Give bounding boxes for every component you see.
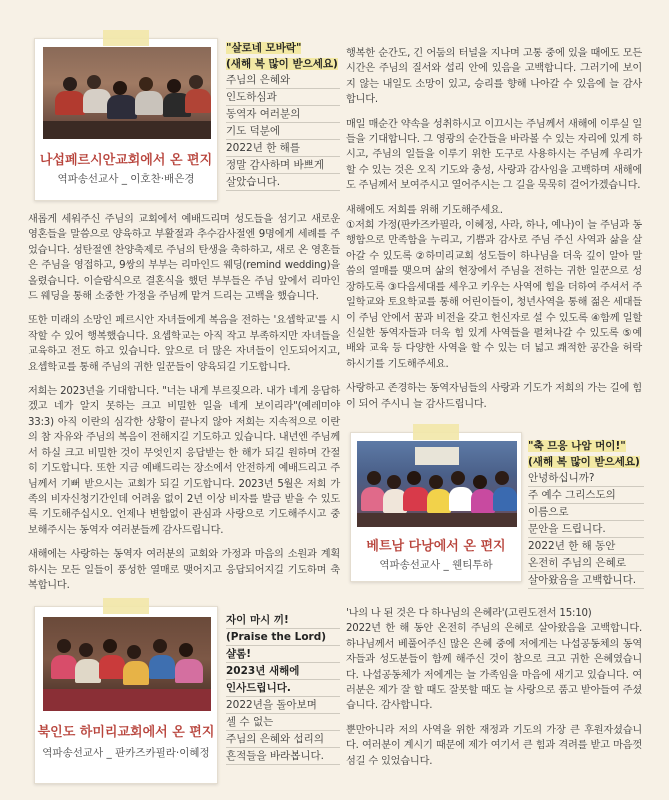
greeting-subheading: (새해 복 많이 받으세요) [528, 456, 640, 468]
letter-body-hamiri [346, 46, 642, 412]
letter-card-hamiri [34, 606, 218, 784]
body-paragraph: 또한 미래의 소망인 페르시안 자녀들에게 복음을 전하는 '요셉학교'를 시작할 수 있어 행복했습니다. 요셉학교는 아직 작고 부족하지만 자녀들을 교육하고 전도 하고 있습니다. 앞으로 더 많은 자녀들이 인도되어지고, 요셉학교를 통해 주님의 귀한 일꾼들이 양육되길 기도합니다. [28, 315, 340, 373]
letter-body-danang [346, 606, 642, 778]
tape-decoration [103, 598, 149, 614]
greeting-heading: "축 므응 나암 머이!" [528, 440, 626, 452]
church-photo [43, 617, 211, 711]
church-photo [43, 47, 211, 139]
greeting-line: 흔적들을 바라봅니다. [226, 748, 340, 765]
body-paragraph: 저희는 2023년을 기대합니다. "너는 내게 부르짖으라. 내가 네게 응답하겠고 네가 알지 못하는 크고 비밀한 일을 네게 보이리라"(예레미야 33:3) 아직 이란의 심각한 상황이 끝나지 않아 저희는 지속적으로 이란의 참 자유와 주님의 복음이 전해지길 기도하고 있습니다. 내년엔 주님께서 하실 크고 비밀한 것이 무엇인지 응답받는 한 해가 되길 원하며 간절히 기도합니다. 또한 지금 예배드리는 장소에서 안전하게 예배드리고 주님께서 기뻐 받으시는 교회가 되길 기도합니다. 2023년 5월은 저희 가족의 비자신청기간인데 어려움 없이 2년 이상 비자를 발급 받을 수 있도록 기도해주십시오. 언제나 변함없이 관심과 사랑으로 기도해주시고 중보해주시는 동역자 여러분들께 감사드립니다. [28, 386, 340, 536]
card-subtitle: 역파송선교사 _ 판카즈카필라·이혜정 [42, 747, 210, 759]
greeting-line: 살아왔음을 고백합니다. [528, 572, 644, 589]
greeting-line-bold: (Praise the Lord) [226, 629, 340, 646]
greeting-line: 안녕하십니까? [528, 470, 644, 487]
card-title: 나섭페르시안교회에서 온 편지 [39, 153, 213, 168]
card-title: 북인도 하미리교회에서 온 편지 [37, 725, 215, 740]
body-paragraph: 새롭게 세워주신 주님의 교회에서 예배드리며 성도들을 섬기고 새로운 영혼들을 말씀으로 양육하고 부활절과 추수감사절엔 9명에게 세례를 주었습니다. 성탄절엔 찬양축제로 주님의 탄생을 축하하고, 새로 온 영혼들은 주님을 영접하고, 9쌍의 부부는 리마인드 웨딩(remind wedding)을 올렸습니다. 이슬람식으로 결혼식을 했던 부부들은 주님 앞에서 리마인드 웨딩을 통해 소중한 가정을 주님께 맡겨 드리는 고백을 했습니다. [28, 214, 340, 303]
greeting-line: 주님의 은혜와 섭리의 [226, 731, 340, 748]
body-paragraph: '나의 나 된 것은 다 하나님의 은혜라'(고린도전서 15:10) 2022년 한 해 동안 온전히 주님의 은혜로 살아왔음을 고백합니다. 하나님께서 베풀어주신 많은 은혜 중에 저에게는 나섭공동체의 동역자들과 성도분들이 함께 해주신 것이 참으로 크고 귀한 은혜였습니다. 나섭공동체가 저에게는 늘 가족임을 마음에 새기고 있습니다. 여러분은 제가 잘 할 때도 잘못할 때도 늘 사랑으로 품고 받아들여 주셨습니다. 감사합니다. [346, 608, 642, 712]
greeting-line-bold: 자이 마시 끼! [226, 612, 340, 629]
greeting-line: 셀 수 없는 [226, 714, 340, 731]
greeting-line: 동역자 여러분의 [226, 106, 340, 123]
greeting-line: 기도 덕분에 [226, 123, 340, 140]
greeting-line: 주님의 은혜와 [226, 72, 340, 89]
card-subtitle: 역파송선교사 _ 웬티투하 [379, 559, 493, 571]
greeting-subheading: (새해 복 많이 받으세요) [226, 58, 338, 70]
letter-card-danang [350, 432, 522, 582]
greeting-line-bold: 2023년 새해에 [226, 663, 340, 680]
greeting-line: 이름으로 [528, 504, 644, 521]
prayer-list: 새해에도 저희를 위해 기도해주세요. ①저희 가정(판카즈카필라, 이혜정, 사라, 하나, 예나)이 늘 주님과 동행함으로 만족함을 누리고, 기쁨과 감사로 주님 주신 사역과 삶을 살아갈 수 있도록 ②하미리교회 성도들이 하나님을 더욱 깊이 알아 말씀의 열매를 맺으며 삶의 현장에서 주님을 전하는 귀한 일꾼으로 성장하도록 ③다음세대를 세우고 키우는 사역에 힘을 더하여 주셔서 주일학교와 토요학교를 통해 어린이들이, 청년사역을 통해 젊은 세대들이 주님 안에서 꿈과 비전을 갖고 헌신자로 설 수 있도록 ④함께 일할 신실한 동역자들과 더욱 힘 있게 사역들을 펼쳐나갈 수 있도록 ⑤예배와 교육 등 다양한 사역을 할 수 있는 더 넓고 쾌적한 공간을 허락하시기를 기도해주세요. [346, 204, 642, 370]
greeting-line: 살았습니다. [226, 174, 340, 191]
greeting-line-bold: 인사드립니다. [226, 680, 340, 697]
greeting-heading: "살로네 모바락" [226, 42, 302, 54]
body-paragraph: 행복한 순간도, 긴 어둠의 터널을 지나며 고통 중에 있을 때에도 모든 시간은 주님의 질서와 섭리 안에 있음을 고백합니다. 그러기에 보이지 않는 내일도 소망이 있고, 승리를 향해 나아갈 수 있음에 늘 감사합니다. [346, 48, 642, 106]
greeting-line: 2022년을 돌아보며 [226, 697, 340, 714]
body-paragraph: 뿐만아니라 저의 사역을 위한 재정과 기도의 가장 큰 후원자셨습니다. 여러분이 계시기 때문에 제가 여기서 큰 힘과 격려를 받고 마음껏 섬길 수 있었습니다. [346, 724, 642, 767]
greeting-line: 주 예수 그리스도의 [528, 487, 644, 504]
greeting-line-bold: 샬롬! [226, 646, 340, 663]
body-paragraph: 새해에는 사랑하는 동역자 여러분의 교회와 가정과 마음의 소원과 계획하시는 모든 일들이 풍성한 열매로 맺어지고 응답되어지길 기도하며 축복합니다. [28, 549, 340, 591]
card-title: 베트남 다낭에서 온 편지 [366, 539, 506, 554]
greeting-box-danang [528, 438, 644, 589]
greeting-line: 2022년 한 해를 [226, 140, 340, 157]
letter-card-nasep [34, 38, 218, 201]
greeting-line: 2022년 한 해 동안 [528, 538, 644, 555]
greeting-line: 정말 감사하며 바쁘게 [226, 157, 340, 174]
greeting-line: 인도하심과 [226, 89, 340, 106]
church-photo [357, 441, 517, 527]
greeting-line: 문안을 드립니다. [528, 521, 644, 538]
greeting-box-nasep [226, 40, 340, 191]
tape-decoration [413, 424, 459, 440]
greeting-box-hamiri [226, 612, 340, 765]
tape-decoration [103, 30, 149, 46]
body-paragraph: 매일 매순간 약속을 성취하시고 이끄시는 주님께서 새해에 이루실 일들을 기대합니다. 그 영광의 순간들을 바라볼 수 있는 자리에 있게 하시고, 주님의 일들을 이루기 위한 도구로 사용하시는 주님께 우리가 할 수 있는 것은 오직 기도와 충성, 사랑과 감사임을 고백하며 새해에도 주님께서 보여주시고 열어주시는 그 길을 묵묵히 걸어가겠습니다. [346, 118, 642, 192]
right-column [346, 46, 642, 767]
letter-body-nasep [28, 212, 340, 602]
greeting-line: 온전히 주님의 은혜로 [528, 555, 644, 572]
body-paragraph: 사랑하고 존경하는 동역자님들의 사랑과 기도가 저희의 가는 길에 힘이 되어 주시니 늘 감사드립니다. [346, 383, 642, 410]
card-subtitle: 역파송선교사 _ 이호찬·배은경 [57, 173, 195, 185]
